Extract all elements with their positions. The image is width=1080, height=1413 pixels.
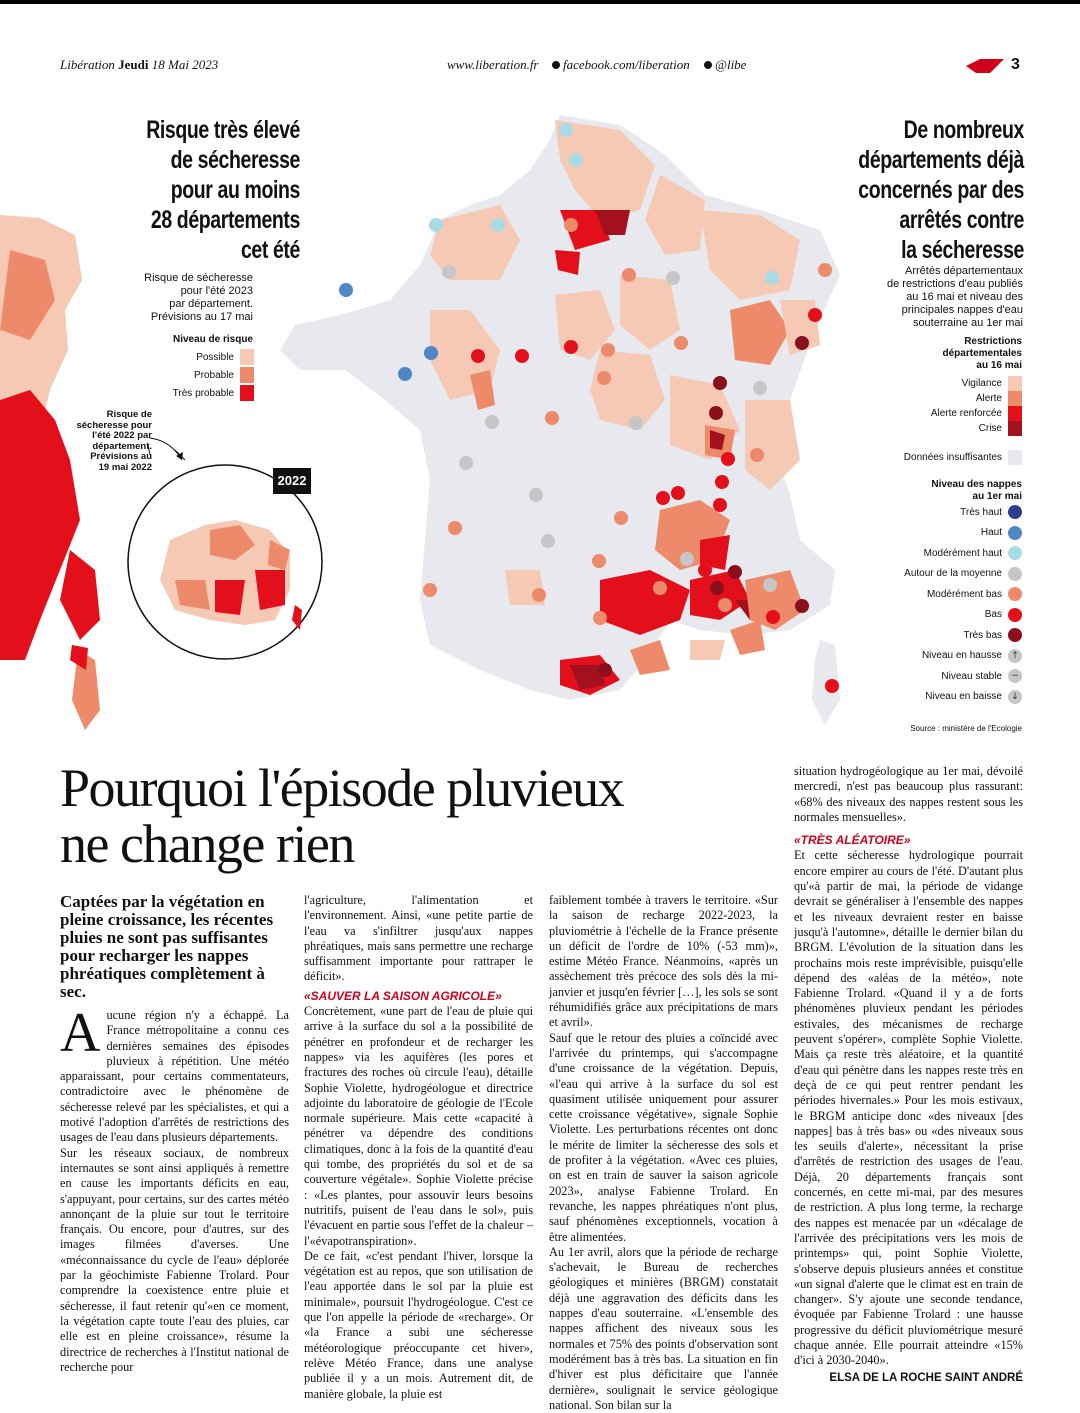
left-map-title-line: pour au moins: [170, 176, 300, 204]
article-column-1: [60, 1002, 289, 1375]
legend-label: Données insuffisantes: [903, 452, 1002, 463]
legend-title-line: départementales: [942, 348, 1022, 359]
legend-dot: [1008, 587, 1022, 601]
right-map-title-line: la sécheresse: [901, 236, 1024, 264]
legend-dot: [1008, 505, 1022, 519]
arrow-up-icon: ↑: [1008, 649, 1022, 663]
legend-title-line: au 16 mai: [976, 360, 1022, 371]
top-rule: [0, 0, 1080, 4]
legend-swatch: [240, 367, 254, 383]
right-map-title-line: départements déjà: [858, 146, 1024, 174]
legend-label: Très probable: [172, 387, 234, 399]
arrow-down-icon: ↓: [1008, 690, 1022, 704]
legend-swatch: [1008, 421, 1022, 436]
masthead-line: [60, 57, 218, 73]
nappes-legend-item: [860, 543, 1022, 564]
legend-swatch: [1008, 406, 1022, 421]
restrictions-legend-item: [860, 376, 1022, 391]
left-map-title-line: de sécheresse: [170, 146, 300, 174]
france-restrictions-map: [280, 115, 840, 725]
page-number: 3: [1011, 56, 1020, 73]
article-headline: [60, 760, 760, 872]
left-map-title-line: 28 départements: [150, 206, 300, 234]
restrictions-legend-title: [880, 336, 1022, 372]
legend-label: Modérément bas: [926, 588, 1002, 600]
map-source: Source : ministère de l'Ecologie: [910, 724, 1022, 733]
paragraph: Sauf que le retour des pluies a coïncidé avec l'arrivée du printemps, qui s'accompagne d'une croissance de la végétation. Depuis, «l'eau qui arrive à la surface du sol est quasiment utilisée uniquement pour assurer cette croissance végétative», signale Sophie Violette. Les perturbations récentes ont donc le mérite de limiter la sécheresse des sols et de profiter à la végétation. «Avec ces pluies, on est en train de sauver la saison agricole 2023», analyse Fabienne Trolard. En revanche, les nappes phréatiques n'ont plus, sauf phénomènes exceptionnels, vocation à être alimentées.: [549, 1030, 778, 1244]
inset-year-badge: 2022: [273, 468, 311, 494]
paragraph: Sur les réseaux sociaux, de nombreux internautes se sont ainsi appliqués à remettre en cause les importants déficits en eau, s'appuyant, pour certains, sur des cartes météo annonçant de la pluie sur tout le territoire français. Ou encore, pour d'autres, sur des images filmées d'averses. Une «méconnaissance du cycle de l'eau» déplorée par la géochimiste Fabienne Trolard. Pour comprendre la coexistence entre pluie et sécheresse, il faut retenir qu'«en ce moment, la végétation capte toute l'eau des pluies, car elle est en pleine croissance», résume la directrice de recherches à l'Institut national de recherche pour: [60, 1145, 289, 1374]
issue-date: 18 Mai 2023: [151, 57, 219, 72]
legend-title-line: au 1er mai: [972, 491, 1022, 502]
nappes-legend-title: [880, 479, 1022, 503]
inset-note-line: l'été 2022 par: [92, 430, 152, 441]
subtitle-line: de restrictions d'eau publiés: [886, 278, 1023, 290]
legend-swatch: [240, 349, 254, 365]
trend-legend-item: [860, 646, 1022, 667]
subtitle-line: pour l'été 2023: [180, 285, 253, 297]
legend-dot: [1008, 526, 1022, 540]
headline-line: Pourquoi l'épisode pluvieux: [60, 758, 624, 818]
restrictions-legend-item: [860, 391, 1022, 406]
masthead: Libération: [60, 57, 115, 72]
nappes-legend-item: [860, 564, 1022, 585]
legend-label: Niveau en baisse: [925, 691, 1002, 703]
right-map-title: [818, 115, 1024, 265]
website-link[interactable]: www.liberation.fr: [447, 57, 539, 72]
paragraph: situation hydrogéologique au 1er mai, dévoilé mercredi, n'est pas beaucoup plus rassurant: «68% des niveaux des nappes restent sous les normales mensuelles».: [794, 764, 1023, 824]
subheading: «SAUVER LA SAISON AGRICOLE»: [304, 988, 502, 1003]
paragraph: De ce fait, «c'est pendant l'hiver, lorsque la végétation est au repos, que son utilisation de l'eau apportée dans le sol par la pluie est minimale», poursuit l'hydrogéologue. C'est ce que l'on appelle la période de «recharge». Or «la France a subi une sécheresse météorologique préoccupante cet hiver», relève Météo France, dans une analyse publiée il y a un mois. Autrement dit, de manière globale, la pluie est: [304, 1248, 533, 1401]
paragraph: l'agriculture, l'alimentation et l'environnement. Ainsi, «une petite partie de l'eau va s'infiltrer jusqu'aux nappes phréatiques, mais sans permettre une recharge suffisamment importante pour rattraper le déficit».: [304, 893, 533, 984]
left-map-title: [113, 115, 300, 265]
subtitle-line: Prévisions au 17 mai: [150, 311, 253, 323]
headline-line: ne change rien: [60, 814, 354, 874]
nappes-legend-item: [860, 625, 1022, 646]
subtitle-line: Arrêtés départementaux: [904, 265, 1023, 277]
legend-label: Possible: [196, 351, 234, 363]
facebook-label: facebook.com/liberation: [563, 57, 690, 72]
legend-swatch: [240, 385, 254, 401]
legend-label: Très haut: [960, 506, 1002, 518]
paragraph-text: ucune région n'y a échappé. La France métropolitaine a connu ces dernières semaines des épisodes pluvieux à répétition. Une météo apparaissant, pour certains commentateurs, contradictoire avec le phénomène de sécheresse relevé par les spécialistes, et qui a motivé l'adoption d'arrêtés de restrictions des usages de l'eau dans plusieurs départements.: [60, 1008, 289, 1145]
legend-label: Haut: [980, 527, 1002, 539]
paragraph: [60, 1002, 289, 1146]
legend-swatch: [1008, 450, 1022, 465]
inset-note: [60, 410, 152, 473]
legend-dot: [1008, 567, 1022, 581]
inset-note-line: département.: [92, 440, 152, 452]
right-map-title-line: concernés par des: [858, 176, 1024, 204]
legend-dot: [1008, 608, 1022, 622]
legend-swatch: [1008, 376, 1022, 391]
legend-label: Probable: [193, 369, 234, 381]
legend-label: Niveau stable: [941, 670, 1002, 682]
restrictions-legend: [860, 376, 1022, 465]
liberation-logo-icon: [966, 58, 1004, 74]
legend-label: Alerte renforcée: [930, 408, 1002, 419]
subtitle-line: souterraine au 1er mai: [912, 317, 1023, 329]
twitter-link[interactable]: [704, 57, 746, 73]
risk-legend-item: [120, 348, 254, 366]
paragraph: Et cette sécheresse hydrologique pourrait encore empirer au cours de l'été. D'autant plus qu'«à partir de mai, la période de vidange devrait se généraliser à l'ensemble des nappes et les niveaux devraient rester en baisse jusqu'à l'automne», détaille le dernier bilan du BRGM. L'évolution de la situation dans les prochains mois reste imprévisible, puisqu'elle dépend des «aléas de la météo», note Fabienne Trolard. «Quand il y a de forts phénomènes pluvieux pendant les périodes estivales, des mécanismes de recharge peuvent s'opérer», complète Sophie Violette. Mais ça reste très aléatoire, et la quantité d'eau qui pénètre dans les nappes reste très en deçà de ce qui peut rentrer pendant les périodes hivernales.» Pour les mois estivaux, le BRGM anticipe donc «des niveaux [des nappes] bas à très bas» ou «des niveaux sous les seuils d'alerte», nécessitant la prise d'arrêtés de restriction des usages de l'eau. Déjà, 20 départements français sont concernés, en cette mi-mai, par des mesures de restriction. A plus long terme, la recharge des nappes est menacée par un «décalage de l'arrivée des précipitations vers les mois de printemps» qui, point Sophie Violette, s'observe depuis plusieurs années et constitue «un signal d'alerte que le climat est en train de changer». S'y ajoute une seconde tendance, évoquée par Fabienne Trolard : une hausse progressive du déficit pluviométrique mesuré chaque année. Elle pourrait atteindre «15% d'ici à 2030-2040».: [794, 848, 1023, 1368]
inset-note-line: 19 mai 2022: [98, 461, 152, 473]
legend-label: Vigilance: [961, 378, 1002, 389]
legend-swatch: [1008, 391, 1022, 406]
facebook-icon: [552, 61, 560, 69]
inset-note-line: Prévisions au: [90, 451, 152, 462]
legend-dot: [1008, 628, 1022, 642]
subtitle-line: par département.: [169, 298, 253, 310]
legend-dot: [1008, 546, 1022, 560]
legend-label: Très bas: [963, 629, 1002, 641]
risk-legend: [120, 348, 254, 402]
legend-label: Crise: [978, 423, 1002, 434]
subtitle-line: Risque de sécheresse: [144, 272, 253, 284]
legend-label: Bas: [984, 609, 1002, 621]
left-map-title-line: Risque très élevé: [146, 116, 300, 144]
right-map-title-line: De nombreux: [903, 116, 1024, 144]
legend-title-line: Restrictions: [964, 336, 1022, 347]
legend-label: Modérément haut: [923, 547, 1002, 559]
facebook-link[interactable]: [552, 57, 690, 73]
left-map-subtitle: [100, 272, 253, 324]
restrictions-legend-item: [860, 406, 1022, 421]
trend-legend-item: [860, 666, 1022, 687]
subtitle-line: au 16 mai et niveau des: [906, 291, 1023, 303]
twitter-label: @libe: [715, 57, 747, 72]
subtitle-line: principales nappes d'eau: [901, 304, 1023, 316]
paragraph: faiblement tombée à travers le territoire. «Sur la saison de recharge 2022-2023, la pluviométrie à l'échelle de la France présente un déficit de l'ordre de 10% (-53 mm)», estime Météo France. Néanmoins, «après un assèchement très précoce des sols dès la mi-janvier et jusqu'en février […], les sols se sont réhumidifiés grâce aux précipitations de mars et avril».: [549, 893, 778, 1030]
paragraph: Au 1er avril, alors que la période de recharge s'achevait, le Bureau de recherches géologiques et minières (BRGM) constatait déjà une aggravation des déficits dans les nappes d'eau souterraine. «L'ensemble des nappes affichent des niveaux sous les normales et 75% des points d'observation sont modérément bas à très bas. La situation en fin d'hiver est plus déficitaire que l'année dernière», soulignait le service géologique national. Son bilan sur la: [549, 1244, 778, 1412]
nappes-legend-item: [860, 584, 1022, 605]
left-map-title-line: cet été: [240, 236, 300, 264]
legend-label: Alerte: [975, 393, 1002, 404]
nappes-legend: [860, 502, 1022, 707]
inset-note-line: sécheresse pour: [76, 419, 152, 431]
article-standfirst: Captées par la végétation en pleine croissance, les récentes pluies ne sont pas suffisantes pour recharger les nappes phréatiques complètement à sec.: [60, 892, 274, 1001]
inset-note-line: Risque de: [106, 409, 152, 420]
article-column-2: [304, 893, 533, 1402]
risk-legend-item: [120, 384, 254, 402]
legend-label: Autour de la moyenne: [904, 568, 1002, 580]
byline: ELSA DE LA ROCHE SAINT ANDRÉ: [829, 1371, 1023, 1384]
dropcap: A: [60, 1002, 101, 1064]
nappes-legend-item: [860, 605, 1022, 626]
twitter-icon: [704, 61, 712, 69]
paragraph: Concrètement, «une part de l'eau de pluie qui arrive à la surface du sol a la possibilité de pénétrer en profondeur et de recharger les nappes» via les aquifères (les pores et fractures des roches où circule l'eau), détaille Sophie Violette, hydrogéologue et directrice adjointe du laboratoire de géologie de l'Ecole normale supérieure. Mais cette «capacité à pénétrer va dépendre des conditions climatiques, donc à la fois de la quantité d'eau qui tombe, des propriétés du sol et de sa couverture végétale». Sophie Violette précise : «Les plantes, pour assouvir leurs besoins nutritifs, puisent de l'eau dans le sol», puis l'évacuent en partie sous l'effet de la chaleur – l'«évapotranspiration».: [304, 1004, 533, 1248]
nappes-legend-item: [860, 523, 1022, 544]
article-column-4: [794, 764, 1023, 1386]
risk-legend-title: Niveau de risque: [172, 334, 253, 345]
right-map-title-line: arrêtés contre: [899, 206, 1024, 234]
issue-day: Jeudi: [118, 57, 149, 72]
legend-title-line: Niveau des nappes: [931, 479, 1022, 490]
subheading: «TRÈS ALÉATOIRE»: [794, 833, 911, 848]
nappes-legend-item: [860, 502, 1022, 523]
restrictions-legend-item: [860, 421, 1022, 436]
legend-label: Niveau en hausse: [921, 650, 1002, 662]
risk-legend-item: [120, 366, 254, 384]
trend-legend-item: [860, 687, 1022, 708]
minus-icon: −: [1008, 669, 1022, 683]
no-data-legend-item: [860, 450, 1022, 465]
article-column-3: [549, 893, 778, 1413]
right-map-subtitle: [855, 265, 1023, 330]
